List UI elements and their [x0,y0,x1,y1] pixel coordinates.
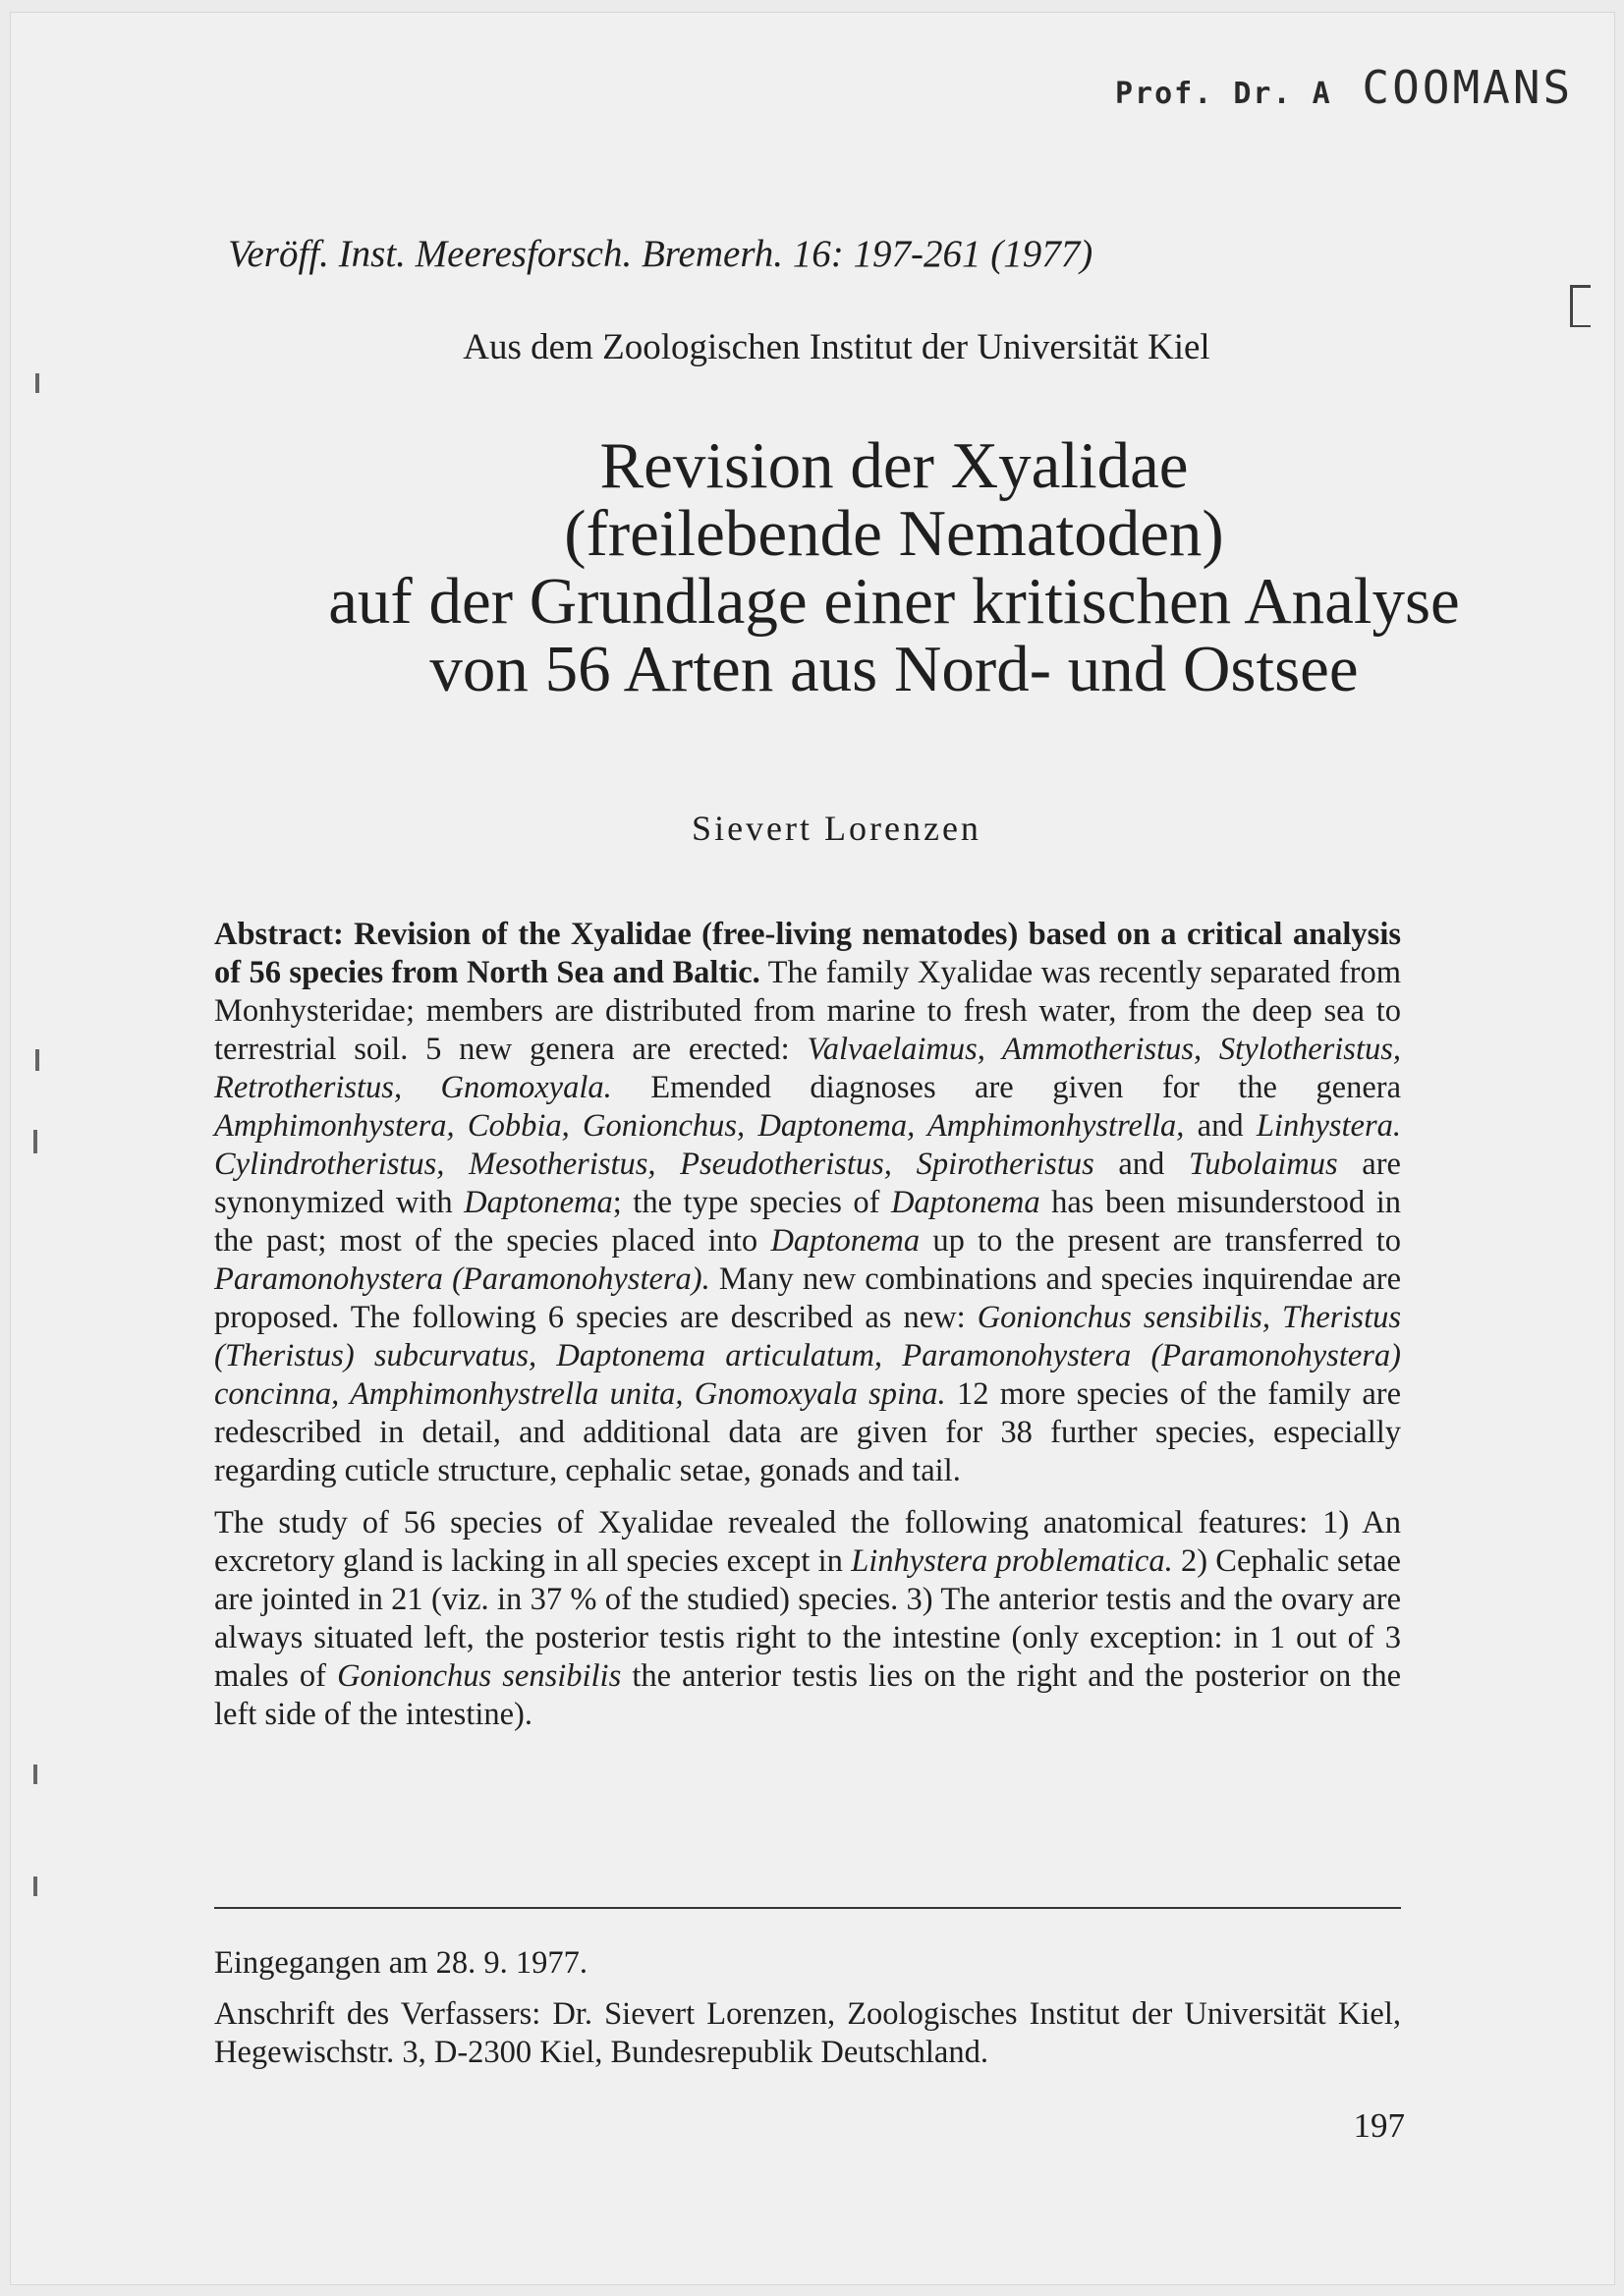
taxon-name: Paramonohystera (Paramonohystera). [214,1261,710,1297]
taxon-name: Daptonema [890,1185,1040,1220]
abstract-text: and [1184,1108,1257,1144]
abstract-text: has been misunderstood in the past; most of the species placed into [214,1185,1401,1259]
abstract-paragraph-2 [214,1504,1401,1734]
margin-scan-mark [33,1876,37,1896]
title-line: Revision der Xyalidae [599,429,1189,502]
abstract-text: are synonymized with [214,1147,1401,1220]
margin-scan-mark [35,373,39,393]
taxon-name: Daptonema [770,1223,921,1259]
margin-scan-mark [33,1130,37,1153]
abstract-text: 2) Cephalic setae are jointed in 21 (viz. in 37 % of the studied) species. 3) The anterior testis and the ovary are always situated left, the posterior testis right to the intestine (only exception: in 1 out of 3 males of [214,1543,1401,1694]
taxon-name: Gonionchus sensibilis [337,1658,622,1694]
title-line: von 56 Arten aus Nord- und Ostsee [429,633,1359,705]
taxon-name: Tubolaimus [1188,1147,1338,1182]
title-line: auf der Grundlage einer kritischen Analyse [328,565,1460,638]
taxon-names: Valvaelaimus, Ammotheristus, Stylotheristus, Retrotheristus, Gnomoxyala. [214,1032,1401,1105]
abstract-text: and [1093,1147,1189,1182]
taxon-names: Linhystera. Cylindrotheristus, Mesotheristus, Pseudotheristus, Spirotheristus [214,1108,1401,1182]
margin-scan-mark [33,1764,37,1784]
margin-scan-mark [35,1049,39,1071]
abstract-text: The study of 56 species of Xyalidae revealed the following anatomical features: 1) An excretory gland is lacking in all species except in [214,1505,1401,1579]
abstract-text: Emended diagnoses are given for the genera [611,1070,1401,1105]
abstract-text: the anterior testis lies on the right and the posterior on the left side of the intestine). [214,1658,1401,1732]
abstract-paragraph-1 [214,916,1401,1490]
page-number: 197 [1353,2106,1405,2145]
abstract-heading: Abstract: Revision of the Xyalidae (free-living nematodes) based on a critical analysis of 56 species from North Sea and Baltic. [214,917,1401,990]
author-address: Anschrift des Verfassers: Dr. Sievert Lorenzen, Zoologisches Institut der Universität Kiel, Hegewischstr. 3, D-2300 Kiel, Bundesrepublik Deutschland. [214,1996,1401,2070]
abstract [214,916,1401,1734]
author-name: Sievert Lorenzen [692,809,981,848]
stamp-prefix: Prof. Dr. A [1115,77,1332,111]
abstract-text: The family Xyalidae was recently separated from Monhysteridae; members are distributed from marine to fresh water, from the deep sea to terrestrial soil. 5 new genera are erected: [214,955,1401,1067]
institute-line: Aus dem Zoologischen Institut der Universität Kiel [463,327,1210,367]
abstract-text: ; the type species of [612,1185,891,1220]
taxon-names: Amphimonhystera, Cobbia, Gonionchus, Daptonema, Amphimonhystrella, [214,1108,1185,1144]
footnote-rule [214,1907,1401,1909]
received-date: Eingegangen am 28. 9. 1977. [214,1945,588,1981]
abstract-text: up to the present are transferred to [920,1223,1401,1259]
abstract-text: 12 more species of the family are redescribed in detail, and additional data are given for 38 further species, especially regarding cuticle structure, cephalic setae, gonads and tail. [214,1376,1401,1488]
stamp-name: COOMANS [1362,61,1574,114]
paper-title [196,429,1592,705]
taxon-name: Daptonema [464,1185,613,1220]
title-line: (freilebende Nematoden) [564,497,1224,570]
journal-citation: Veröff. Inst. Meeresforsch. Bremerh. 16: 197-261 (1977) [228,233,1093,275]
abstract-text: Many new combinations and species inquirendae are proposed. The following 6 species are described as new: [214,1261,1401,1335]
owner-stamp [1115,61,1587,114]
taxon-names: Gonionchus sensibilis, Theristus (Theristus) subcurvatus, Daptonema articulatum, Paramonohystera (Paramonohystera) concinna, Amphimonhystrella unita, Gnomoxyala spina. [214,1300,1402,1412]
margin-bracket-mark [1570,285,1591,327]
taxon-name: Linhystera problematica. [851,1543,1173,1579]
